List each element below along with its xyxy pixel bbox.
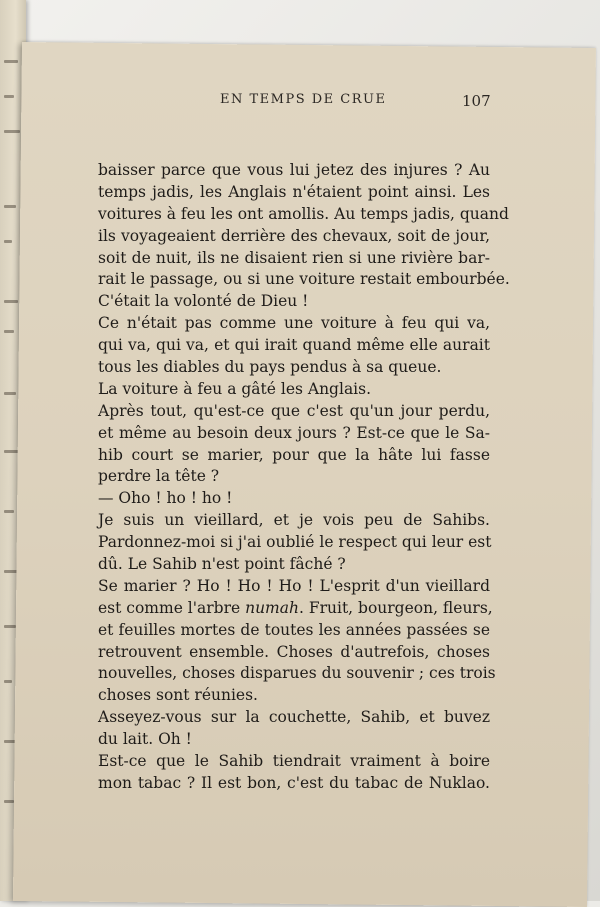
text-line: Asseyez-vous sur la couchette, Sahib, et buvez xyxy=(98,708,490,727)
running-title: EN TEMPS DE CRUE xyxy=(220,92,387,107)
text-line: temps jadis, les Anglais n'étaient point ainsi. Les xyxy=(98,182,490,201)
text-line: nouvelles, choses disparues du souvenir ; ces trois xyxy=(98,664,496,683)
text-line: est comme l'arbre numah. Fruit, bourgeon, fleurs, xyxy=(98,598,493,617)
text-line: Est-ce que le Sahib tiendrait vraiment à boire xyxy=(98,752,490,771)
text-line: La voiture à feu a gâté les Anglais. xyxy=(98,379,372,398)
text-line: Je suis un vieillard, et je vois peu de Sahibs. xyxy=(98,511,490,530)
text-fragment xyxy=(4,60,18,63)
text-fragment xyxy=(4,240,12,243)
page-header xyxy=(0,92,600,116)
text-line: Ce n'était pas comme une voiture à feu qui va, xyxy=(98,314,490,333)
text-line: — Oho ! ho ! ho ! xyxy=(98,489,233,508)
text-fragment xyxy=(4,205,16,208)
text-line: Après tout, qu'est-ce que c'est qu'un jour perdu, xyxy=(98,401,490,420)
text-line: soit de nuit, ils ne disaient rien si une rivière bar- xyxy=(98,248,490,267)
body-text xyxy=(98,160,510,795)
text-fragment xyxy=(4,625,16,628)
page-number: 107 xyxy=(462,92,491,110)
text-line: Pardonnez-moi si j'ai oublié le respect qui leur est xyxy=(98,533,492,552)
text-line: C'était la volonté de Dieu ! xyxy=(98,292,309,311)
text-line: rait le passage, ou si une voiture restait embourbée. xyxy=(98,270,510,289)
text-line: voitures à feu les ont amollis. Au temps jadis, quand xyxy=(98,204,509,223)
text-line: et même au besoin deux jours ? Est-ce que le Sa- xyxy=(98,423,490,442)
text-line: qui va, qui va, et qui irait quand même elle aurait xyxy=(98,336,490,355)
text-line: Se marier ? Ho ! Ho ! Ho ! L'esprit d'un vieillard xyxy=(98,576,490,595)
text-fragment xyxy=(4,330,14,333)
text-line: baisser parce que vous lui jetez des injures ? Au xyxy=(98,161,490,179)
text-fragment xyxy=(4,510,14,513)
text-fragment xyxy=(4,680,12,683)
text-line: choses sont réunies. xyxy=(98,686,258,705)
text-line: retrouvent ensemble. Choses d'autrefois, choses xyxy=(98,642,490,661)
text-fragment xyxy=(4,300,18,303)
text-line: tous les diables du pays pendus à sa queue. xyxy=(98,358,442,377)
italic-term: numah xyxy=(245,598,299,617)
text-line: du lait. Oh ! xyxy=(98,730,192,749)
text-fragment xyxy=(4,130,20,133)
text-line: ils voyageaient derrière des chevaux, soit de jour, xyxy=(98,226,490,245)
text-fragment xyxy=(4,392,16,395)
text-line: et feuilles mortes de toutes les années passées se xyxy=(98,620,490,639)
text-line: dû. Le Sahib n'est point fâché ? xyxy=(98,555,346,574)
text-line: mon tabac ? Il est bon, c'est du tabac de Nuklao. xyxy=(98,773,490,792)
text-fragment xyxy=(4,800,14,803)
text-line: hib court se marier, pour que la hâte lui fasse xyxy=(98,445,490,464)
text-line: perdre la tête ? xyxy=(98,467,220,486)
